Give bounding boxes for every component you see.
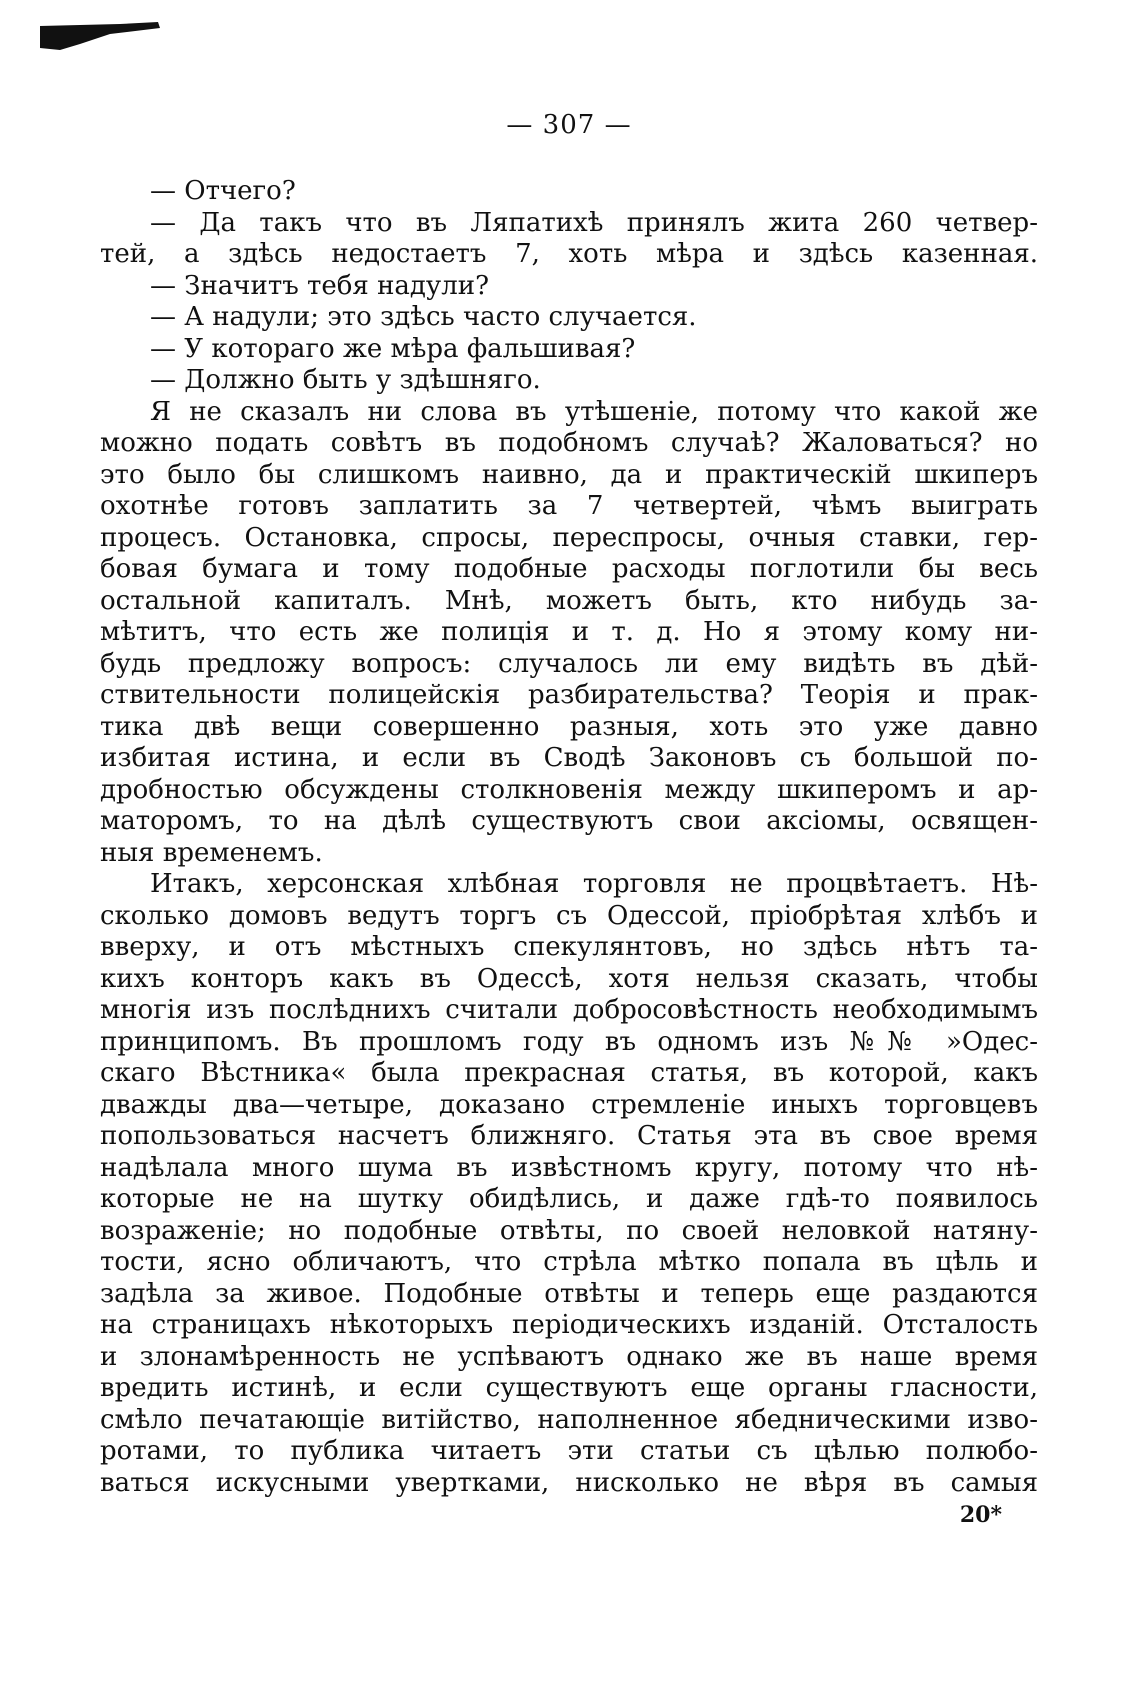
text-line: тей, а здѣсь недостаетъ 7, хоть мѣра и здѣсь казенная. xyxy=(100,239,1038,269)
text-line: избитая истина, и если въ Сводѣ Законовъ съ большой по- xyxy=(100,743,1038,773)
text-line: бовая бумага и тому подобные расходы поглотили бы весь xyxy=(100,554,1038,584)
text-line: охотнѣе готовъ заплатить за 7 четвертей, чѣмъ выиграть xyxy=(100,491,1038,521)
text-line: — Значитъ тебя надули? xyxy=(150,270,490,301)
text-line: — Должно быть у здѣшняго. xyxy=(150,365,541,395)
text-line: — А надули; это здѣсь часто случается. xyxy=(150,302,697,332)
text-line: остальной капиталъ. Мнѣ, можетъ быть, кто нибудь за- xyxy=(100,585,1038,616)
text-line: попользоваться насчетъ ближняго. Статья эта въ свое время xyxy=(100,1121,1038,1151)
text-line: тости, ясно обличаютъ, что стрѣла мѣтко попала въ цѣль и xyxy=(100,1247,1038,1277)
text-line: маторомъ, то на дѣлѣ существуютъ свои аксіомы, освящен- xyxy=(100,806,1038,836)
text-line: смѣло печатающіе витійство, наполненное ябедническими изво- xyxy=(100,1404,1038,1435)
text-line: Я не сказалъ ни слова въ утѣшеніе, потому что какой же xyxy=(150,396,1038,427)
text-line: Итакъ, херсонская хлѣбная торговля не процвѣтаетъ. Нѣ- xyxy=(150,869,1038,899)
text-line: тика двѣ вещи совершенно разныя, хоть это уже давно xyxy=(100,711,1038,742)
text-line: вверху, и отъ мѣстныхъ спекулянтовъ, но здѣсь нѣтъ та- xyxy=(100,932,1038,962)
text-line: на страницахъ нѣкоторыхъ періодическихъ изданій. Отсталость xyxy=(100,1310,1038,1340)
text-line: задѣла за живое. Подобные отвѣты и теперь еще раздаются xyxy=(100,1278,1038,1309)
text-line: ваться искусными увертками, нисколько не вѣря въ самыя xyxy=(100,1467,1038,1498)
text-line: ныя временемъ. xyxy=(100,837,323,868)
text-line: — Отчего? xyxy=(150,176,296,206)
text-line: и злонамѣренность не успѣваютъ однако же въ наше время xyxy=(100,1341,1038,1372)
body-text xyxy=(100,176,1038,1499)
text-line: кихъ конторъ какъ въ Одессѣ, хотя нельзя сказать, чтобы xyxy=(100,963,1038,994)
text-line: сколько домовъ ведутъ торгъ съ Одессой, пріобрѣтая хлѣбъ и xyxy=(100,900,1038,931)
book-page xyxy=(100,0,1038,1696)
text-line: надѣлала много шума въ извѣстномъ кругу, потому что нѣ- xyxy=(100,1152,1038,1183)
signature-mark: 20* xyxy=(959,1502,1002,1528)
text-line: скаго Вѣстника« была прекрасная статья, въ которой, какъ xyxy=(100,1058,1038,1088)
text-line: многія изъ послѣднихъ считали добросовѣстность необходимымъ xyxy=(100,995,1038,1025)
text-line: — У котораго же мѣра фальшивая? xyxy=(150,333,636,364)
text-line: дважды два—четыре, доказано стремленіе иныхъ торговцевъ xyxy=(100,1089,1038,1120)
text-line: будь предложу вопросъ: случалось ли ему видѣть въ дѣй- xyxy=(100,648,1038,679)
page-number: — 307 — xyxy=(506,110,632,140)
text-line: которые не на шутку обидѣлись, и даже гдѣ-то появилось xyxy=(100,1184,1038,1214)
text-line: это было бы слишкомъ наивно, да и практическій шкиперъ xyxy=(100,459,1038,490)
text-line: — Да такъ что въ Ляпатихѣ принялъ жита 260 четвер- xyxy=(150,207,1038,238)
text-line: возраженіе; но подобные отвѣты, по своей неловкой натяну- xyxy=(100,1215,1038,1246)
text-line: принципомъ. Въ прошломъ году въ одномъ изъ №№ »Одес- xyxy=(100,1026,1038,1057)
text-line: дробностью обсуждены столкновенія между шкиперомъ и ар- xyxy=(100,774,1038,805)
text-line: процесъ. Остановка, спросы, переспросы, очныя ставки, гер- xyxy=(100,522,1038,553)
text-line: ротами, то публика читаетъ эти статьи съ цѣлью полюбо- xyxy=(100,1436,1038,1466)
text-line: можно подать совѣтъ въ подобномъ случаѣ? Жаловаться? но xyxy=(100,428,1038,458)
text-line: мѣтитъ, что есть же полиція и т. д. Но я этому кому ни- xyxy=(100,617,1038,647)
text-line: ствительности полицейскія разбирательства? Теорія и прак- xyxy=(100,680,1038,710)
text-line: вредить истинѣ, и если существуютъ еще органы гласности, xyxy=(100,1373,1038,1403)
